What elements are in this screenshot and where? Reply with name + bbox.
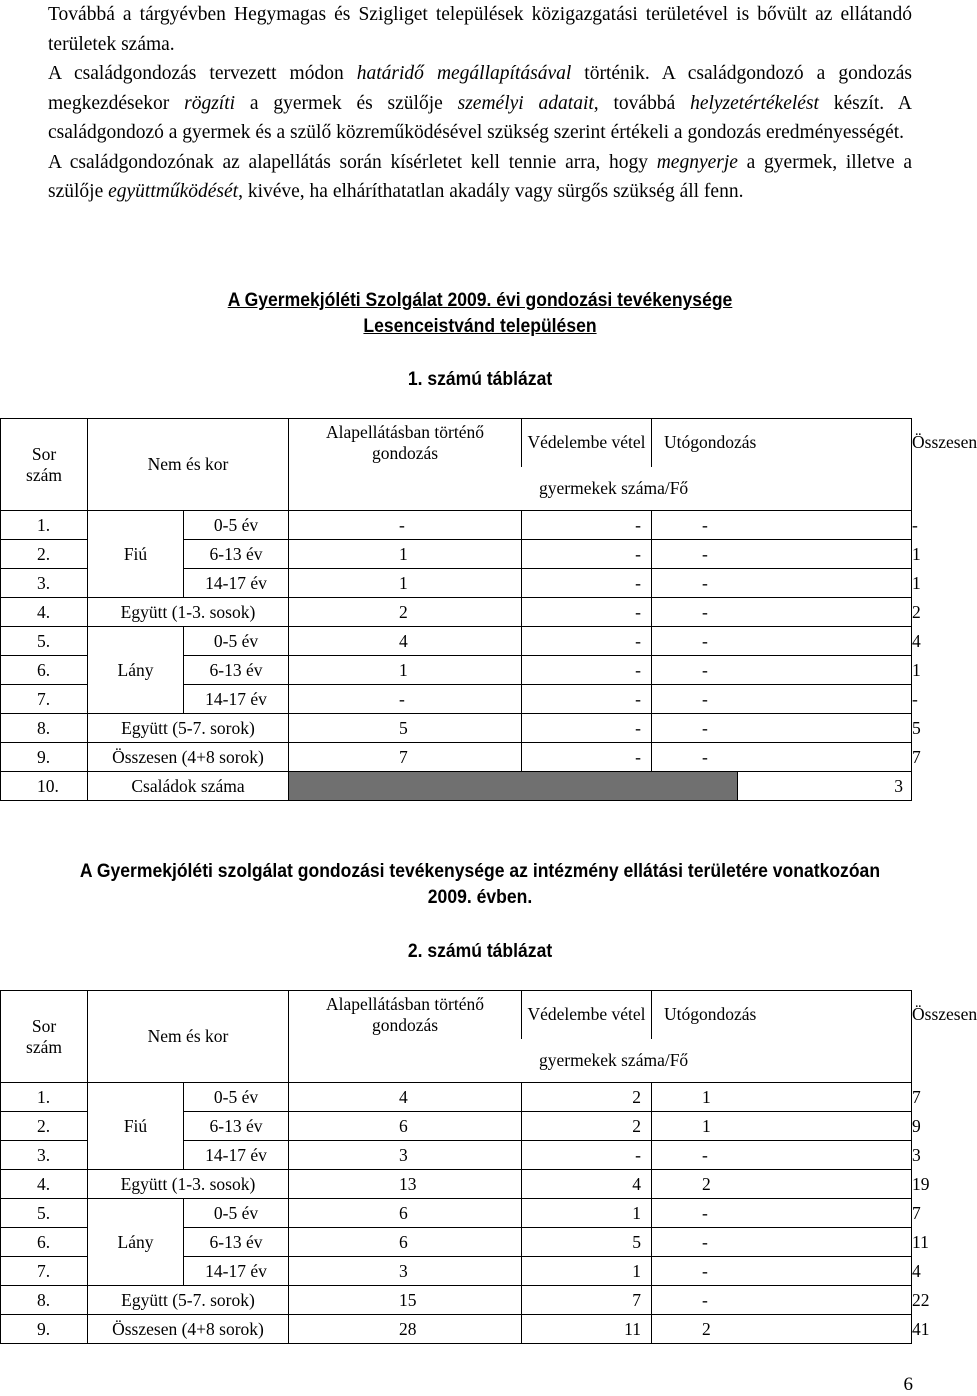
cell-utogondozas: - [652,685,912,714]
cell-alapellatas: 5 [289,714,522,743]
table-row: 9. Összesen (4+8 sorok) 28 11 2 41 [1,1315,912,1344]
row-number: 10. [1,772,88,801]
paragraph-2: A családgondozás tervezett módon határidő megállapításával történik. A családgondozó a gondozás megkezdésekor rögzíti a gyermek és szülője személyi adatait, továbbá helyzetértékelést készít. A családgondozó a gyermek és a szülő közreműködésével szükség szerint értékeli a gondozás eredményességét. [48,63,912,143]
cell-osszesen: 3 [738,772,912,801]
row-label: 0-5 év [184,627,289,656]
table-row: 6. 6-13 év 6 5 - 11 [1,1228,912,1257]
row-number: 9. [1,743,88,772]
row-number: 5. [1,1199,88,1228]
row-number: 7. [1,685,88,714]
cell-vedelembe: 11 [522,1315,652,1344]
table-row: 5. Lány 0-5 év 6 1 - 7 [1,1199,912,1228]
row-label: 6-13 év [184,1112,289,1141]
row-number: 4. [1,598,88,627]
table-row: 9. Összesen (4+8 sorok) 7 - - 7 [1,743,912,772]
row-number: 1. [1,511,88,540]
row-label: Családok száma [88,772,289,801]
header-sor-szam: Sor szám [1,419,88,511]
cell-vedelembe: - [522,569,652,598]
section2-title-line2: 2009. évben. [427,886,533,908]
cell-alapellatas: 7 [289,743,522,772]
row-number: 8. [1,714,88,743]
row-number: 7. [1,1257,88,1286]
group-label: Fiú [88,1083,184,1170]
row-label: 14-17 év [184,1257,289,1286]
cell-vedelembe: - [522,598,652,627]
table-2: Sor szám Nem és kor Alapellátásban történő gondozás Védelembe vétel Utógondozás Összesen gyermekek száma/Fő 1. Fiú 0-5 év 4 2 1 7 2. 6-13 év 6 2 1 9 3. 14-17 év 3 - - 3 4. Együtt (1-3. sosok) 13 4 2 19 5. Lány 0-5 év 6 1 - 7 6. 6-13 év 6 5 - 11 7. 14-17 év 3 1 - 4 8. Együtt (5-7. sorok) 15 7 - 22 9. Összesen (4+8 sorok) 28 11 2 41 [0,990,912,1344]
paragraph-1: Továbbá a tárgyévben Hegymagas és Szigliget települések közigazgatási területével is bővült az ellátandó területek száma. [48,4,912,55]
row-number: 1. [1,1083,88,1112]
cell-utogondozas: - [652,1141,912,1170]
row-label: 14-17 év [184,569,289,598]
table-row: 8. Együtt (5-7. sorok) 5 - - 5 [1,714,912,743]
cell-utogondozas: - [652,743,912,772]
cell-alapellatas: 28 [289,1315,522,1344]
cell-utogondozas: 2 [652,1315,912,1344]
cell-utogondozas: - [652,511,912,540]
header-alapellatas: Alapellátásban történő gondozás [289,991,522,1039]
table-row: 5. Lány 0-5 év 4 - - 4 [1,627,912,656]
table-row: 3. 14-17 év 3 - - 3 [1,1141,912,1170]
cell-vedelembe: 1 [522,1257,652,1286]
cell-vedelembe: - [522,1141,652,1170]
cell-vedelembe: 1 [522,1199,652,1228]
cell-vedelembe: - [522,656,652,685]
row-label: 6-13 év [184,1228,289,1257]
header-vedelembe-vetel: Védelembe vétel [522,991,652,1039]
table2-caption: 2. számú táblázat [407,940,553,962]
table1-caption: 1. számú táblázat [407,368,553,390]
cell-alapellatas: 4 [289,1083,522,1112]
row-label: 0-5 év [184,1083,289,1112]
row-label: 6-13 év [184,656,289,685]
row-number: 4. [1,1170,88,1199]
cell-alapellatas: 2 [289,598,522,627]
table-row: 7. 14-17 év 3 1 - 4 [1,1257,912,1286]
table-row: 4. Együtt (1-3. sosok) 2 - - 2 [1,598,912,627]
cell-utogondozas: - [652,1228,912,1257]
row-number: 8. [1,1286,88,1315]
table-row: 8. Együtt (5-7. sorok) 15 7 - 22 [1,1286,912,1315]
row-number: 3. [1,569,88,598]
cell-alapellatas: - [289,685,522,714]
header-alapellatas: Alapellátásban történő gondozás [289,419,522,467]
table-row: 1. Fiú 0-5 év 4 2 1 7 [1,1083,912,1112]
cell-utogondozas: - [652,714,912,743]
table-row: 2. 6-13 év 1 - - 1 [1,540,912,569]
cell-utogondozas: 1 [652,1112,912,1141]
cell-vedelembe: 2 [522,1112,652,1141]
cell-alapellatas: 3 [289,1257,522,1286]
cell-alapellatas: 13 [289,1170,522,1199]
section1-title-line2: Lesenceistvánd településen [363,315,597,337]
row-number: 5. [1,627,88,656]
cell-alapellatas: 4 [289,627,522,656]
section1-title [48,287,912,339]
row-label: 14-17 év [184,685,289,714]
row-label: 0-5 év [184,511,289,540]
cell-vedelembe: - [522,540,652,569]
cell-vedelembe: - [522,714,652,743]
row-number: 6. [1,656,88,685]
cell-alapellatas: 1 [289,656,522,685]
cell-alapellatas: 6 [289,1112,522,1141]
row-number: 2. [1,540,88,569]
cell-utogondozas: - [652,569,912,598]
header-utogondozas: Utógondozás [652,419,912,467]
row-label: 0-5 év [184,1199,289,1228]
cell-alapellatas: - [289,511,522,540]
header-nem-es-kor: Nem és kor [88,991,289,1083]
cell-vedelembe: - [522,511,652,540]
cell-utogondozas: - [652,598,912,627]
page-number: 6 [903,1374,913,1395]
header-unit: gyermekek száma/Fő [289,1039,912,1083]
header-unit: gyermekek száma/Fő [289,467,912,511]
row-label: 14-17 év [184,1141,289,1170]
row-label: Együtt (1-3. sosok) [88,598,289,627]
cell-vedelembe: - [522,627,652,656]
cell-utogondozas: 2 [652,1170,912,1199]
row-number: 9. [1,1315,88,1344]
cell-vedelembe: - [522,743,652,772]
table-row: 1. Fiú 0-5 év - - - - [1,511,912,540]
row-label: Összesen (4+8 sorok) [88,743,289,772]
body-text [48,0,912,207]
table-row: 2. 6-13 év 6 2 1 9 [1,1112,912,1141]
header-vedelembe-vetel: Védelembe vétel [522,419,652,467]
table-1: Sor szám Nem és kor Alapellátásban történő gondozás Védelembe vétel Utógondozás Összesen gyermekek száma/Fő 1. Fiú 0-5 év - - - - 2. 6-13 év 1 - - 1 3. 14-17 év 1 - - 1 4. Együtt (1-3. sosok) 2 - - 2 5. Lány 0-5 év 4 - - 4 6. 6-13 év 1 - - 1 7. 14-17 év - - - - 8. Együtt (5-7. sorok) 5 - - 5 9. Összesen (4+8 sorok) 7 - - 7 10. Családok száma 3 [0,418,912,801]
group-label: Fiú [88,511,184,598]
cell-alapellatas: 6 [289,1228,522,1257]
table-row: 6. 6-13 év 1 - - 1 [1,656,912,685]
table-row: 7. 14-17 év - - - - [1,685,912,714]
row-number: 6. [1,1228,88,1257]
section2-title-line1: A Gyermekjóléti szolgálat gondozási tevékenysége az intézmény ellátási területére vonatkozóan [79,860,881,882]
cell-vedelembe: 2 [522,1083,652,1112]
row-label: Együtt (5-7. sorok) [88,714,289,743]
row-number: 3. [1,1141,88,1170]
section2-title [48,858,912,910]
table-row: 3. 14-17 év 1 - - 1 [1,569,912,598]
cell-utogondozas: 1 [652,1083,912,1112]
cell-alapellatas: 6 [289,1199,522,1228]
cell-utogondozas: - [652,1286,912,1315]
cell-vedelembe: 7 [522,1286,652,1315]
header-utogondozas: Utógondozás [652,991,912,1039]
cell-utogondozas: - [652,1257,912,1286]
group-label: Lány [88,627,184,714]
cell-vedelembe: 5 [522,1228,652,1257]
cell-alapellatas: 1 [289,540,522,569]
cell-utogondozas: - [652,627,912,656]
table-row: 4. Együtt (1-3. sosok) 13 4 2 19 [1,1170,912,1199]
cell-utogondozas: - [652,540,912,569]
shaded-cell [289,772,738,801]
cell-utogondozas: - [652,1199,912,1228]
row-label: Együtt (1-3. sosok) [88,1170,289,1199]
header-sor-szam: Sor szám [1,991,88,1083]
row-label: Együtt (5-7. sorok) [88,1286,289,1315]
group-label: Lány [88,1199,184,1286]
row-number: 2. [1,1112,88,1141]
table-row [1,772,912,801]
paragraph-3: A családgondozónak az alapellátás során kísérletet kell tennie arra, hogy megnyerje a gyermek, illetve a szülője együttműködését, kivéve, ha elháríthatatlan akadály vagy sürgős szükség áll fenn. [48,151,912,202]
section1-title-line1: A Gyermekjóléti Szolgálat 2009. évi gondozási tevékenysége [227,289,733,311]
header-nem-es-kor: Nem és kor [88,419,289,511]
cell-vedelembe: 4 [522,1170,652,1199]
row-label: Összesen (4+8 sorok) [88,1315,289,1344]
cell-alapellatas: 3 [289,1141,522,1170]
cell-alapellatas: 1 [289,569,522,598]
row-label: 6-13 év [184,540,289,569]
cell-vedelembe: - [522,685,652,714]
cell-alapellatas: 15 [289,1286,522,1315]
cell-utogondozas: - [652,656,912,685]
